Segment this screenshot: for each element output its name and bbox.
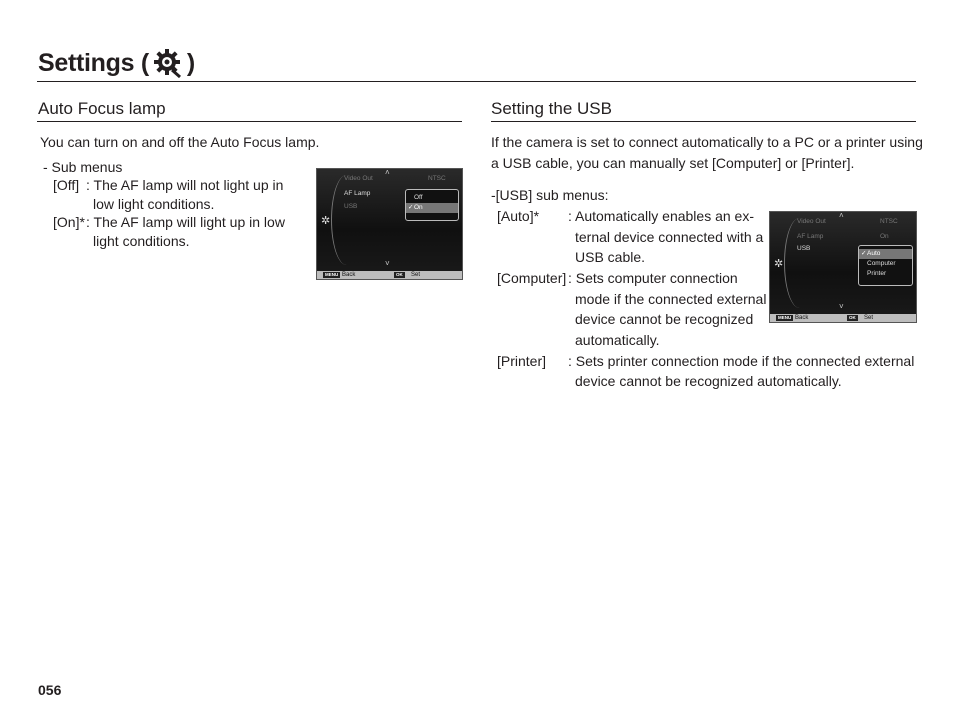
scroll-down-icon: ˅ [385, 259, 390, 268]
lcd-bottom-bar [770, 314, 916, 322]
page-title [38, 48, 195, 78]
lcd-option-off: Off [414, 194, 423, 201]
af-on-key: [On]* [53, 214, 85, 230]
menu-key-icon: MENU [325, 272, 339, 277]
menu-key-icon: MENU [778, 315, 792, 320]
section-heading-usb: Setting the USB [491, 99, 612, 118]
scroll-down-icon: ˅ [839, 302, 844, 311]
title-divider [37, 81, 916, 82]
usb-auto-key: [Auto]* [497, 208, 540, 224]
section-divider-usb [491, 121, 916, 122]
usb-printer-1: : Sets printer connection mode if the connected external [568, 353, 915, 369]
check-icon: ✓ [408, 204, 414, 211]
lcd-gear-icon: ✲ [321, 215, 331, 227]
lcd-option-printer: Printer [867, 270, 887, 277]
usb-auto-2: ternal device connected with a [575, 229, 764, 245]
lcd-back-label: Back [342, 272, 356, 278]
lcd-option-popup [405, 189, 459, 221]
lcd-gear-icon: ✲ [774, 258, 784, 270]
af-off-desc-2: low light conditions. [93, 196, 215, 212]
lcd-back-label: Back [795, 315, 809, 321]
usb-computer-2: mode if the connected external [575, 291, 767, 307]
lcd-option-auto: ✓ Auto [859, 249, 912, 259]
lcd-menu-af-lamp-value: On [880, 233, 889, 240]
lcd-menu-video-out-value: NTSC [880, 218, 898, 225]
af-off-key: [Off] [53, 177, 80, 193]
af-off-desc-1: : The AF lamp will not light up in [86, 177, 284, 193]
af-lamp-intro: You can turn on and off the Auto Focus lamp. [40, 134, 320, 150]
lcd-option-on: ✓ On [406, 203, 458, 213]
af-on-desc-1: : The AF lamp will light up in low [86, 214, 285, 230]
scroll-up-icon: ˄ [839, 211, 844, 220]
lcd-menu-usb: USB [344, 203, 358, 210]
section-divider-af-lamp [37, 121, 462, 122]
settings-gear-icon [153, 48, 183, 78]
lcd-menu-video-out: Video Out [344, 175, 373, 182]
usb-intro-1: If the camera is set to connect automatically to a PC or a printer using [491, 134, 923, 150]
usb-computer-4: automatically. [575, 332, 660, 348]
usb-computer-3: device cannot be recognized [575, 311, 754, 327]
usb-computer-1: : Sets computer connection [568, 270, 738, 286]
usb-computer-key: [Computer] [497, 270, 567, 286]
usb-auto-3: USB cable. [575, 249, 646, 265]
lcd-menu-video-out: Video Out [797, 218, 826, 225]
ok-key-icon: OK [849, 315, 856, 320]
section-heading-af-lamp: Auto Focus lamp [38, 99, 166, 118]
lcd-menu-af-lamp: AF Lamp [344, 190, 371, 197]
menu-arc [331, 175, 362, 265]
usb-intro-2: a USB cable, you can manually set [Computer] or [Printer]. [491, 155, 855, 171]
camera-screen-af-lamp [316, 168, 463, 280]
page-title-suffix: ) [186, 48, 195, 77]
scroll-up-icon: ˄ [385, 168, 390, 177]
lcd-menu-af-lamp: AF Lamp [797, 233, 824, 240]
menu-arc [784, 218, 815, 308]
lcd-menu-usb: USB [797, 245, 811, 252]
check-icon: ✓ [861, 250, 867, 257]
lcd-bottom-bar [317, 271, 462, 279]
lcd-set-label: Set [411, 272, 421, 278]
page-title-prefix: Settings ( [38, 48, 149, 77]
camera-screen-usb [769, 211, 917, 323]
usb-submenus-label: -[USB] sub menus: [491, 187, 609, 203]
page-number: 056 [38, 682, 62, 698]
af-submenus-label: - Sub menus [43, 159, 123, 175]
lcd-option-computer: Computer [867, 260, 896, 267]
usb-auto-1: : Automatically enables an ex- [568, 208, 754, 224]
lcd-option-popup [858, 245, 913, 286]
usb-printer-key: [Printer] [497, 353, 547, 369]
lcd-set-label: Set [864, 315, 874, 321]
ok-key-icon: OK [396, 272, 403, 277]
lcd-menu-video-out-value: NTSC [428, 175, 446, 182]
usb-printer-2: device cannot be recognized automatically. [575, 373, 842, 389]
af-on-desc-2: light conditions. [93, 233, 190, 249]
